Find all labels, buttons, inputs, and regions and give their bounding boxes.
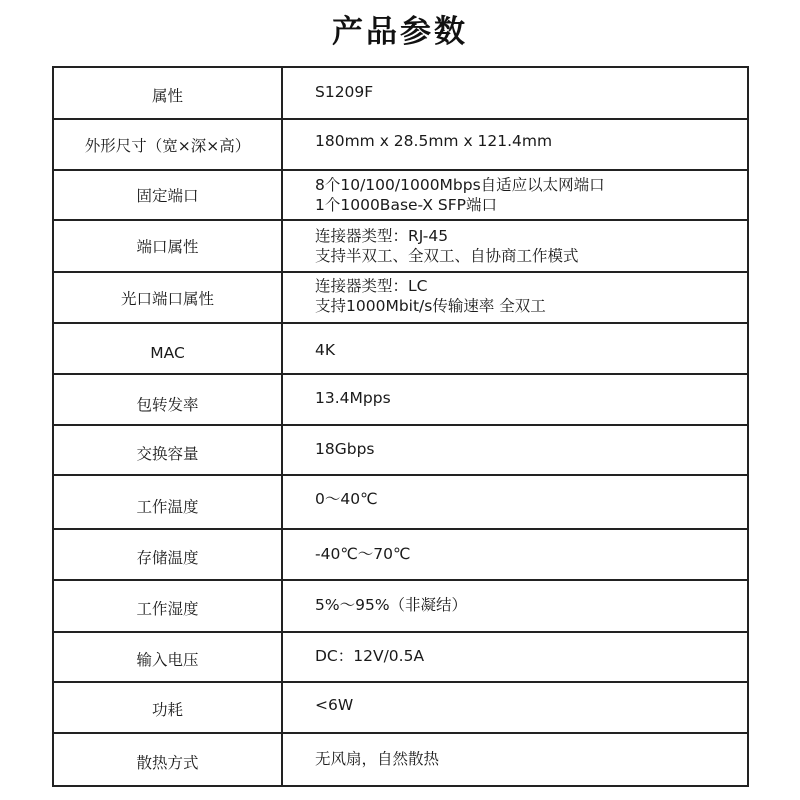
- spec-value: [282, 632, 748, 682]
- spec-value: [282, 67, 748, 119]
- spec-value-line: 1个1000Base-X SFP端口: [315, 196, 498, 214]
- spec-value: [282, 580, 748, 632]
- table-row: [53, 272, 748, 323]
- table-row: [53, 323, 748, 374]
- spec-value-line: 180mm x 28.5mm x 121.4mm: [315, 132, 553, 150]
- spec-label: 输入电压: [53, 632, 282, 682]
- spec-value-line: 13.4Mpps: [315, 389, 391, 407]
- spec-value: [282, 733, 748, 786]
- table-row: [53, 475, 748, 529]
- spec-value: [282, 170, 748, 220]
- spec-label: 存储温度: [53, 529, 282, 580]
- table-row: [53, 425, 748, 475]
- spec-value: [282, 272, 748, 323]
- spec-table: [52, 66, 749, 787]
- table-row: [53, 220, 748, 272]
- spec-value-line: 支持1000Mbit/s传输速率 全双工: [315, 297, 546, 315]
- spec-value-line: 连接器类型：LC: [315, 277, 428, 295]
- spec-value: [282, 374, 748, 425]
- table-row: [53, 67, 748, 119]
- spec-value: [282, 475, 748, 529]
- table-row: [53, 733, 748, 786]
- spec-label: 光口端口属性: [53, 272, 282, 323]
- spec-label: 交换容量: [53, 425, 282, 475]
- spec-value-line: S1209F: [315, 83, 374, 101]
- spec-label: MAC: [53, 323, 282, 374]
- spec-label: 包转发率: [53, 374, 282, 425]
- spec-value: [282, 220, 748, 272]
- spec-value: [282, 119, 748, 170]
- spec-label: 散热方式: [53, 733, 282, 786]
- spec-label: 工作湿度: [53, 580, 282, 632]
- spec-label: 工作温度: [53, 475, 282, 529]
- spec-label: 属性: [53, 67, 282, 119]
- spec-value: [282, 682, 748, 733]
- spec-value-line: 0～40℃: [315, 490, 378, 508]
- spec-value-line: 连接器类型：RJ-45: [315, 227, 449, 245]
- table-row: [53, 580, 748, 632]
- spec-value-line: 8个10/100/1000Mbps自适应以太网端口: [315, 176, 605, 194]
- spec-label: 外形尺寸（宽×深×高）: [53, 119, 282, 170]
- spec-value-line: DC：12V/0.5A: [315, 647, 425, 665]
- spec-label: 端口属性: [53, 220, 282, 272]
- table-row: [53, 170, 748, 220]
- table-row: [53, 682, 748, 733]
- table-row: [53, 119, 748, 170]
- spec-value-line: 无风扇，自然散热: [315, 750, 440, 768]
- page-title: 产品参数: [332, 14, 468, 50]
- spec-value: [282, 529, 748, 580]
- spec-value-line: 支持半双工、全双工、自协商工作模式: [315, 247, 579, 265]
- spec-value-line: <6W: [315, 696, 354, 714]
- spec-value-line: 18Gbps: [315, 440, 375, 458]
- spec-label: 功耗: [53, 682, 282, 733]
- table-row: [53, 529, 748, 580]
- spec-value: [282, 323, 748, 374]
- spec-label: 固定端口: [53, 170, 282, 220]
- spec-value-line: -40℃～70℃: [315, 545, 411, 563]
- spec-value-line: 5%～95%（非凝结）: [315, 596, 468, 614]
- table-row: [53, 374, 748, 425]
- table-row: [53, 632, 748, 682]
- spec-value: [282, 425, 748, 475]
- spec-value-line: 4K: [315, 341, 336, 359]
